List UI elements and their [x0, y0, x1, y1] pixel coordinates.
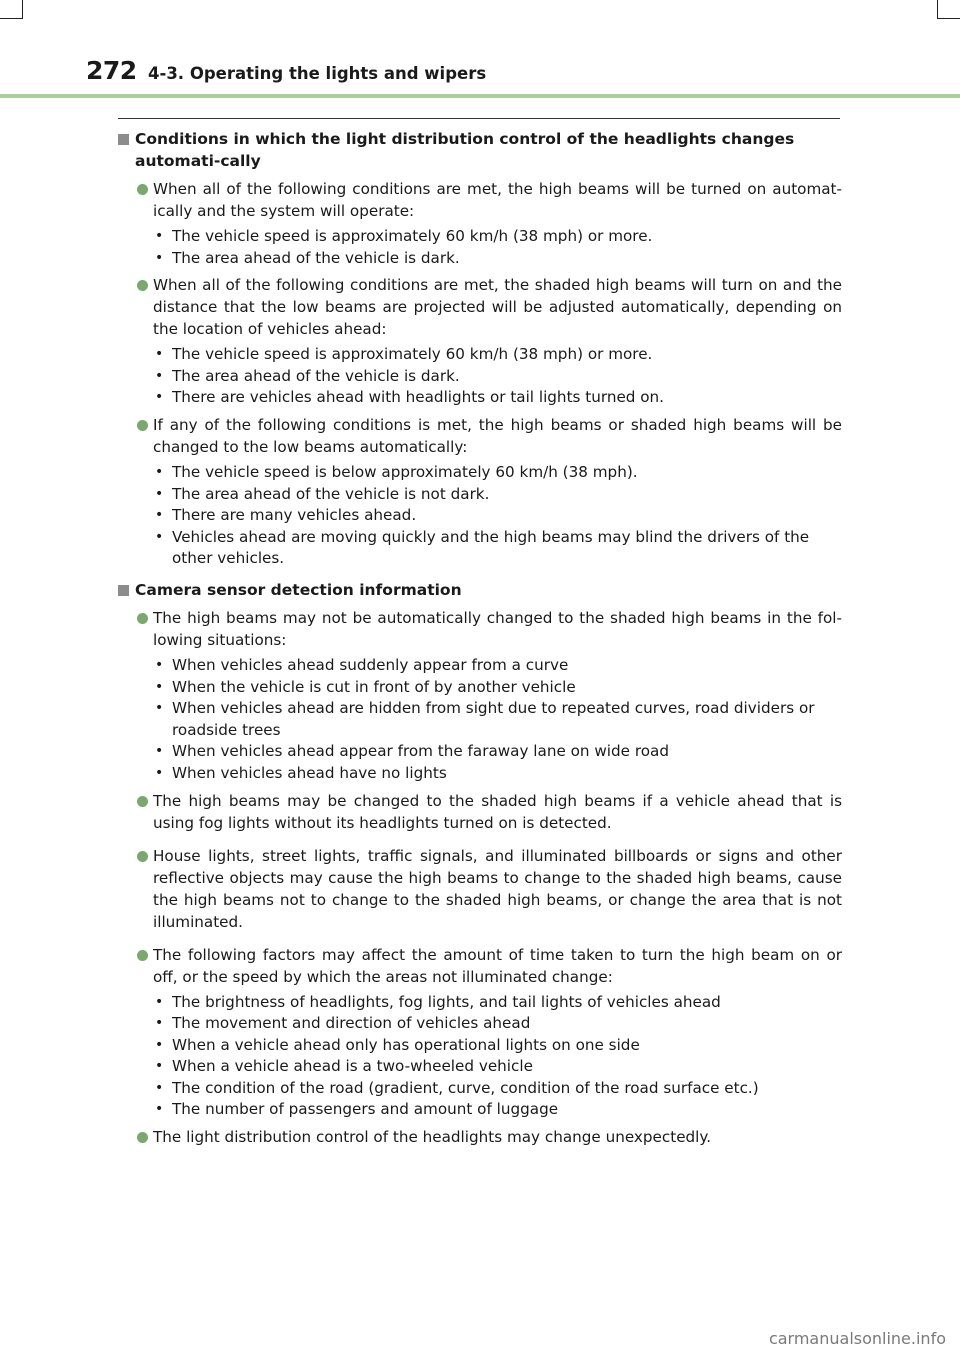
section-heading	[118, 579, 842, 601]
sub-list-item-text: The vehicle speed is below approximately 60 km/h (38 mph).	[172, 462, 638, 481]
chapter-title: 4-3. Operating the lights and wipers	[148, 64, 487, 83]
small-bullet-icon: •	[155, 1101, 164, 1118]
section-heading-text: Conditions in which the light distribution control of the headlights changes automati-cally	[135, 130, 795, 170]
watermark: carmanualsonline.info	[768, 1329, 946, 1348]
sub-list	[153, 992, 842, 1122]
small-bullet-icon: •	[155, 249, 164, 266]
sub-list-item-text: There are vehicles ahead with headlights or tail lights turned on.	[172, 388, 664, 407]
sub-list-item	[153, 248, 842, 270]
sub-list-item-text: When vehicles ahead have no lights	[172, 763, 447, 782]
sub-list-item	[153, 992, 842, 1014]
bullet-item-text: If any of the following conditions is met, the high beams or shaded high beams will be changed to the low beams automatically:	[153, 415, 842, 456]
circle-bullet-icon	[137, 851, 148, 862]
sub-list-item	[153, 1099, 842, 1121]
bullet-item	[118, 790, 842, 834]
circle-bullet-icon	[137, 420, 148, 431]
small-bullet-icon: •	[155, 700, 164, 717]
section	[118, 579, 842, 1148]
bullet-item-text: The high beams may be changed to the shaded high beams if a vehicle ahead that is using fog lights without its headlights turned on is detected.	[153, 791, 842, 832]
page-header	[0, 0, 960, 100]
bullet-item-text: The light distribution control of the headlights may change unexpectedly.	[153, 1128, 712, 1147]
small-bullet-icon: •	[155, 528, 164, 545]
section	[118, 128, 842, 570]
small-bullet-icon: •	[155, 764, 164, 781]
sub-list-item-text: When vehicles ahead suddenly appear from a curve	[172, 655, 569, 674]
sub-list-item	[153, 698, 842, 741]
sub-list-item-text: Vehicles ahead are moving quickly and the high beams may blind the drivers of the other vehicles.	[172, 527, 810, 568]
circle-bullet-icon	[137, 796, 148, 807]
small-bullet-icon: •	[155, 228, 164, 244]
small-bullet-icon: •	[155, 463, 164, 480]
bullet-item	[118, 274, 842, 409]
sub-list-item-text: The condition of the road (gradient, curve, condition of the road surface etc.)	[172, 1078, 759, 1097]
square-bullet-icon	[118, 134, 129, 145]
bullet-item	[118, 414, 842, 570]
small-bullet-icon: •	[155, 1015, 164, 1032]
sub-list-item	[153, 484, 842, 506]
page-number: 272	[86, 56, 137, 85]
bullet-item-text: The high beams may not be automatically changed to the shaded high beams in the fol-lowing situations:	[153, 608, 842, 649]
bullet-item-text: The following factors may affect the amount of time taken to turn the high beam on or off, or the speed by which the areas not illuminated change:	[153, 945, 842, 986]
sub-list-item-text: When vehicles ahead are hidden from sight due to repeated curves, road dividers or roadside trees	[172, 699, 815, 739]
sub-list-item-text: When the vehicle is cut in front of by another vehicle	[172, 677, 576, 696]
sub-list-item	[153, 387, 842, 409]
sub-list-item-text: The vehicle speed is approximately 60 km/h (38 mph) or more.	[172, 345, 653, 364]
small-bullet-icon: •	[155, 1079, 164, 1096]
page-content	[118, 128, 842, 1159]
small-bullet-icon: •	[155, 743, 164, 760]
sub-list-item-text: The number of passengers and amount of luggage	[172, 1100, 559, 1119]
sub-list	[153, 344, 842, 409]
square-bullet-icon	[118, 585, 129, 596]
sub-list-item	[153, 677, 842, 699]
sub-list-item	[153, 655, 842, 677]
bullet-item	[118, 944, 842, 1122]
sub-list	[153, 226, 842, 269]
small-bullet-icon: •	[155, 1058, 164, 1075]
circle-bullet-icon	[137, 613, 148, 624]
sub-list-item	[153, 527, 842, 570]
sub-list-item-text: The movement and direction of vehicles ahead	[172, 1014, 531, 1033]
small-bullet-icon: •	[155, 485, 164, 502]
sub-list-item-text: The area ahead of the vehicle is dark.	[172, 366, 460, 385]
bullet-item	[118, 178, 842, 269]
sub-list-item	[153, 462, 842, 484]
sub-list-item	[153, 1035, 842, 1057]
sub-list-item	[153, 1013, 842, 1035]
small-bullet-icon: •	[155, 367, 164, 384]
sub-list-item	[153, 505, 842, 527]
small-bullet-icon: •	[155, 678, 164, 695]
sub-list	[153, 462, 842, 570]
small-bullet-icon: •	[155, 656, 164, 673]
bullet-item	[118, 1126, 842, 1148]
header-green-rule	[0, 94, 960, 98]
bullet-item-text: When all of the following conditions are met, the high beams will be turned on automat-ically and the system will operate:	[153, 180, 842, 220]
sub-list-item	[153, 1078, 842, 1100]
small-bullet-icon: •	[155, 389, 164, 406]
bullet-item	[118, 845, 842, 933]
sub-list-item	[153, 366, 842, 388]
sub-list-item	[153, 1056, 842, 1078]
bullet-item-text: House lights, street lights, traffic signals, and illuminated billboards or signs and other reflective objects may cause the high beams to change to the shaded high beams, cause the high beams not to change to the shaded high beams, or change the area that is not illuminated.	[153, 846, 842, 931]
section-heading	[118, 128, 842, 172]
circle-bullet-icon	[137, 950, 148, 961]
circle-bullet-icon	[137, 1132, 148, 1143]
bullet-item	[118, 607, 842, 785]
sub-list-item-text: When vehicles ahead appear from the faraway lane on wide road	[172, 742, 669, 761]
sub-list-item-text: There are many vehicles ahead.	[172, 506, 417, 525]
sub-list-item	[153, 741, 842, 763]
sub-list-item-text: When a vehicle ahead only has operational lights on one side	[172, 1035, 640, 1054]
sub-list-item-text: The brightness of headlights, fog lights, and tail lights of vehicles ahead	[172, 992, 721, 1011]
small-bullet-icon: •	[155, 346, 164, 363]
section-heading-text: Camera sensor detection information	[135, 580, 462, 599]
sub-list-item-text: The vehicle speed is approximately 60 km/h (38 mph) or more.	[172, 227, 653, 245]
bullet-item-text: When all of the following conditions are met, the shaded high beams will turn on and the distance that the low beams are projected will be adjusted automatically, depending on the location of vehicles ahead:	[153, 276, 842, 339]
sub-list-item-text: When a vehicle ahead is a two-wheeled vehicle	[172, 1057, 533, 1076]
circle-bullet-icon	[137, 184, 148, 195]
sub-list-item-text: The area ahead of the vehicle is not dark.	[172, 484, 490, 503]
small-bullet-icon: •	[155, 993, 164, 1010]
sub-list-item	[153, 344, 842, 366]
sub-list-item	[153, 763, 842, 785]
small-bullet-icon: •	[155, 1036, 164, 1053]
content-top-rule	[118, 118, 840, 119]
circle-bullet-icon	[137, 280, 148, 291]
sub-list-item-text: The area ahead of the vehicle is dark.	[172, 248, 460, 267]
sub-list-item	[153, 226, 842, 248]
sub-list	[153, 655, 842, 785]
small-bullet-icon: •	[155, 507, 164, 524]
